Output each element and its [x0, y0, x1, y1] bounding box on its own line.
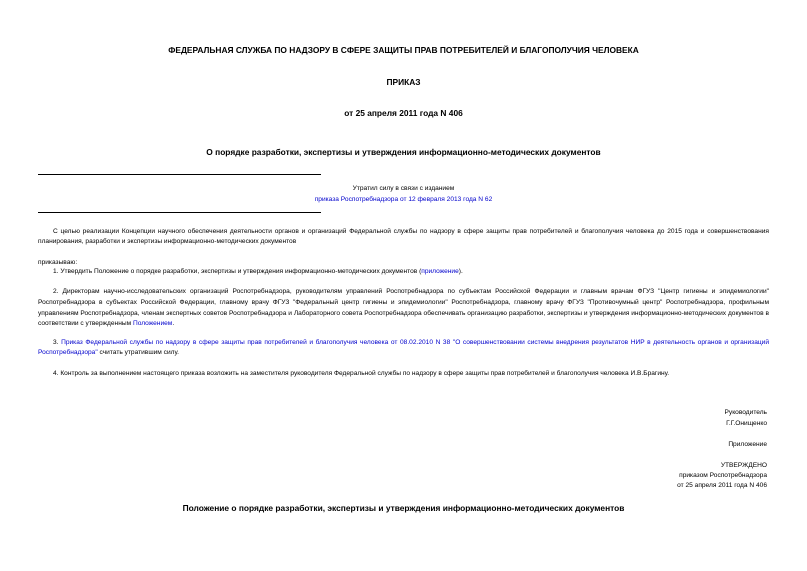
- doc-date-number: от 25 апреля 2011 года N 406: [344, 108, 463, 118]
- signer-name: Г.Г.Онищенко: [726, 420, 767, 427]
- approved-by-order: приказом Роспотребнадзора: [679, 472, 767, 479]
- signer-role: Руководитель: [724, 409, 767, 416]
- approved-label: УТВЕРЖДЕНО: [720, 462, 767, 469]
- appendix-title: Положение о порядке разработки, экспертизы и утверждения информационно-методических документов: [182, 503, 625, 513]
- intro-paragraph: С целью реализации Концепции научного обеспечения деятельности органов и организаций Федеральной службы по надзору в сфере защиты прав потребителей и благополучия человека до 2015 года и совершенствования планирования, разработки и экспертизы информационно-методических документов: [38, 228, 769, 245]
- item-1-end: ).: [458, 268, 463, 275]
- appendix-label: Приложение: [728, 441, 767, 448]
- item-2-text: 2. Директорам научно-исследовательских организаций Роспотребнадзора, руководителям управлений Роспотребнадзора по субъектам Российской Федерации и главным врачам ФГУЗ "Центр гигиены и эпидемиологии" Роспотребнадзора в субъектах Российской Федерации, главному врачу ФГУЗ "Федеральный центр гигиены и эпидемиологии" Роспотребнадзора, главному врачу ФГУЗ "Противочумный центр" Роспотребнадзора, профильным управлениям Роспотребнадзора, членам экспертных советов Роспотребнадзора и Лабораторного совета Роспотребнадзора обеспечивать организацию разработки, экспертизы и утверждения информационно-методических документов в соответствии с утвержденным: [38, 288, 769, 328]
- status-note-link[interactable]: [0, 195, 807, 205]
- appendix-link[interactable]: приложение: [421, 268, 459, 275]
- item-3-end: считать утратившим силу.: [97, 349, 179, 356]
- order-word: приказываю:: [38, 259, 78, 266]
- status-note-text: Утратил силу в связи с изданием: [352, 185, 455, 192]
- approved-date: от 25 апреля 2011 года N 406: [677, 482, 767, 489]
- agency-heading: ФЕДЕРАЛЬНАЯ СЛУЖБА ПО НАДЗОРУ В СФЕРЕ ЗАЩИТЫ ПРАВ ПОТРЕБИТЕЛЕЙ И БЛАГОПОЛУЧИЯ ЧЕЛОВЕКА: [168, 45, 639, 55]
- item-1-text: 1. Утвердить Положение о порядке разработки, экспертизы и утверждения информационно-методических документов (: [53, 268, 422, 275]
- divider-top: [38, 174, 321, 175]
- repealed-order-link[interactable]: Приказ Федеральной службы по надзору в сфере защиты прав потребителей и благополучия человека от 08.02.2010 N 38 "О совершенствовании системы внедрения результатов НИР в деятельность органов и организаций Роспотребнадзора": [38, 339, 769, 356]
- item-2-end: .: [172, 320, 175, 328]
- item-2: [38, 287, 769, 330]
- item-1: [38, 267, 769, 277]
- repeal-order-link[interactable]: приказа Роспотребнадзора от 12 февраля 2013 года N 62: [314, 196, 493, 203]
- regulation-link[interactable]: Положением: [132, 320, 173, 328]
- item-4: 4. Контроль за выполнением настоящего приказа возложить на заместителя руководителя Федеральной службы по надзору в сфере защиты прав потребителей и благополучия человека И.В.Брагину.: [53, 370, 670, 377]
- doc-subject-heading: О порядке разработки, экспертизы и утверждения информационно-методических документов: [206, 147, 601, 157]
- divider-bottom: [38, 212, 321, 213]
- doc-type-heading: ПРИКАЗ: [386, 77, 421, 87]
- item-3: [38, 338, 769, 358]
- item-3-prefix: 3.: [53, 339, 62, 346]
